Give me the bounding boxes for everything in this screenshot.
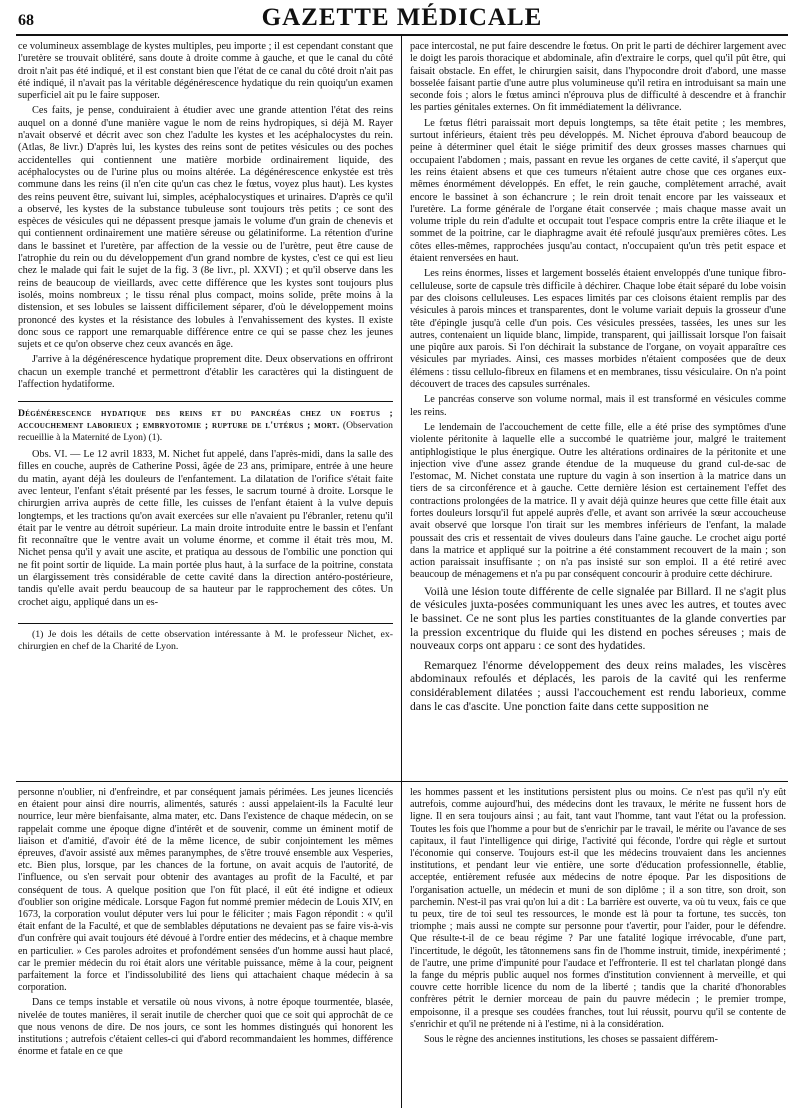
paragraph: Le pancréas conserve son volume normal, mais il est transformé en vésicules comme les reins. bbox=[410, 394, 786, 418]
paragraph: Obs. VI. — Le 12 avril 1833, M. Nichet fut appelé, dans l'après-midi, dans la salle des filles en couche, auprès de Catherine Possi, âgée de 23 ans, primipare, entrée à une heure du matin, ayant déjà les douleurs de l'enfantement. La dilatation de l'orifice s'était faite avec lenteur, l'enfant s'était présenté par les fesses, le sacrum tourné à droite. Lorsque le chirurgien arriva auprès de cette fille, les cuisses de l'enfant étaient à la vulve depuis longtemps, et les tractions qu'on avait exercées sur elle n'avaient pu l'ébranler, retenu qu'il était par le ventre au détroit supérieur. La main droite introduite entre le bassin et l'enfant fit reconnaître que le ventre avait un volume énorme, et comme il était très mou, M. Nichet pensa qu'il y avait une ascite, et pratiqua au dessous de l'ombilic une ponction qui ne fit point sortir de liquide. La main portée plus haut, à la surface de la poitrine, constata un élargissement très considérable de cette cavité dans la direction antéro-postérieure, tandis qu'elle avait perdu beaucoup de sa hauteur par le rapprochement des côtes. Un crochet aigu, appliqué dans un es- bbox=[18, 449, 393, 608]
paragraph: personne n'oublier, ni d'enfreindre, et par conséquent jamais périmées. Les jeunes licenciés en étaient pour ainsi dire nourris, alimentés, saturés : aussi appelaient-ils la Faculté leur nourrice, leur mère bienfaisante, alma mater, etc. Dans l'existence de chaque médecin, on se rappelait comme une époque digne d'intérêt et de souvenir, comme un éminent motif de liaison et d'amitié, d'avoir été de la même licence, de subir conjointement les mêmes épreuves, d'avoir assisté aux mêmes paranymphes, de s'être trouvé ensemble aux Vesperies, etc. Bien plus, lorsque, par les chances de la fortune, on avait acquis de l'autorité, de l'influence, ou s'en servait pour obtenir des avantages au profit de la Faculté, et par conséquent de tous. A quelque position que l'on fût placé, il eût été indigne et odieux d'oublier son origine médicale. Lorsque Fagon fut nommé premier médecin de Louis XIV, en 1673, la corporation voulut députer vers lui pour le féliciter ; mais Fagon répondit : « qu'il était enfant de la Faculté, et que de semblables députations ne devaient pas se faire vis-à-vis d'un confrère qui avait toujours été dévoué à l'ordre entier des médecins, et à chaque membre en particulier. » Ces paroles adroites et profondément sensées d'un homme aussi haut placé, car le premier médecin du roi était alors une véritable puissance, même à la cour, peignent parfaitement la force et l'indissolubilité des liens qui attachaient chaque médecin à sa corporation. bbox=[18, 787, 393, 994]
paragraph: Le fœtus flétri paraissait mort depuis longtemps, sa tête était petite ; les membres, surtout inférieurs, étaient très peu développés. M. Nichet éprouva d'abord beaucoup de peine à déterminer quel était le siége primitif des deux grosses masses charnues qui occupaient l'abdomen ; mais, passant en revue les organes de cette cavité, il s'aperçut que les reins étaient absens et que ces tumeurs n'étaient autre chose que ces organes eux-mêmes énormément développés. En effet, le rein gauche, complètement arraché, avait encore le bassinet à son échancrure ; le rein droit tenait encore par les vaisseaux et l'uretère. La forme générale de l'organe était conservée ; mais chaque masse avait un volume triple du rein d'adulte et occupait tout l'espace compris entre la crête iliaque et le sommet de la poitrine, car le diaphragme avait été refoulé jusqu'aux premières côtes. Les côtes elles-mêmes, rapprochées jusqu'au contact, n'occupaient qu'un très petit espace et étaient renversées en haut. bbox=[410, 117, 786, 265]
observation-heading-title: Dégénérescence hydatique des reins et du pancréas chez un foetus ; accouchement laborieux ; embryotomie ; rupture de l'utérus ; mort. bbox=[18, 408, 393, 431]
paragraph: Dans ce temps instable et versatile où nous vivons, à notre époque tourmentée, blasée, nivelée de toutes manières, il serait inutile de chercher quoi que ce soit qui approchât de ce que nous venons de dire. De nos jours, ce sont les hommes distingués qui honorent les institutions ; autrefois c'étaient celles-ci qui d'abord recommandaient les hommes, différence énorme et fatale en ce que bbox=[18, 997, 393, 1058]
footnote-text: (1) Je dois les détails de cette observation intéressante à M. le professeur Nichet, ex-chirurgien en chef de la Charité de Lyon. bbox=[18, 628, 393, 652]
paragraph: Sous le règne des anciennes institutions, les choses se passaient différem- bbox=[424, 1034, 718, 1046]
observation-heading bbox=[18, 401, 393, 443]
article-section bbox=[16, 36, 788, 782]
paragraph: J'arrive à la dégénérescence hydatique proprement dite. Deux observations en offriront chacun un exemple tranché et permettront d'établir les caractères qui la distinguent de l'affection hydatiforme. bbox=[18, 354, 393, 391]
paragraph: Ces faits, je pense, conduiraient à étudier avec une grande attention l'état des reins auquel on a donné d'une manière vague le nom de reins hydropiques, si déjà M. Rayer n'avait observé et décrit avec son chez l'adulte les kystes et les acéphalocystes du rein. (Atlas, 8e livr.) D'après lui, les kystes des reins sont de petites vésicules ou des poches accidentelles qui contiennent une matière morbide ordinairement liquide, des acéphalocystes ou de l'urine plus ou moins altérée. La dégénérescence enkystée est très commune dans les reins (il n'en cite qu'un cas chez le fœtus, voyez plus haut). Les kystes des reins peuvent être, suivant lui, simples, acéphalocystiques et urinaires. D'après ce qu'il a observé, les kystes de la substance tubuleuse sont toujours très petits ; ce sont des espèces de vésicules qui ne dépassent presque jamais le volume d'un grain de chenevis et qui contiennent ordinairement une matière séreuse ou gélatiniforme. La rétention d'urine dans le bassinet et l'uretère, par affection de la vessie ou de l'urètre, peut être cause de l'atrophie du rein ou du développement d'un grand nombre de kystes, c'est ce qui est lieu chez le malade qui fait le sujet de la fig. 3 (8e livr., pl. XXVI) ; et qu'il observe dans les reins de beaucoup de vieillards, avec cette différence que les kystes sont toujours plus isolés, moins nombreux ; le tissu rénal plus compact, moins solide, prête moins à la distension, et ses lobules se laissent difficilement séparer, d'où le développement moins prononcé des kystes et la résistance des lobules à l'envahissement des kystes. Il existe donc sous ce rapport une remarquable différence entre ce qui se passe chez les jeunes sujets et ce qu'on observe chez ceux avancés en âge. bbox=[18, 105, 393, 351]
article-left-column bbox=[16, 36, 402, 781]
paragraph: pace intercostal, ne put faire descendre le fœtus. On prit le parti de déchirer largement avec le doigt les parois thoracique et abdominale, afin d'extraire le corps, quel qu'il pût être, qui faisait obstacle. En effet, le chirurgien saisit, dans l'hypocondre droit d'abord, une masse bosselée faisant partie d'une autre plus volumineuse qu'il retira en introduisant sa main une seconde fois ; alors le fœtus aminci n'éprouva plus de difficulté à descendre et à franchir les parties génitales externes. On fit immédiatement la délivrance. bbox=[410, 41, 786, 114]
article-right-column bbox=[402, 36, 788, 781]
feuilleton-right-column bbox=[402, 782, 788, 1108]
paragraph: ce volumineux assemblage de kystes multiples, peu importe ; il est cependant constant que l'uretère se trouvait oblitéré, sans doute à droite comme à gauche, et que le canal du côté droit n'ait pas été indiqué, et il est constant bien que l'état de ce canal du côté droit n'ait pas été indiqué, il n'avait pas la véritable dégénérescence hydatique du rein quoiqu'un examen superficiel ait pu le faire supposer. bbox=[18, 41, 393, 102]
paragraph: Remarquez l'énorme développement des deux reins malades, les viscères abdominaux refoulés et déplacés, les parois de la cavité qui les renferme considérablement dilatées ; aussi l'accouchement est rendu laborieux, comme dans le cas d'ascite. Une ponction faite dans cette supposition ne bbox=[410, 658, 786, 713]
paragraph: Les reins énormes, lisses et largement bosselés étaient enveloppés d'une tunique fibro-celluleuse, sorte de capsule très difficile à déchirer. Chaque lobe était séparé du lobe voisin par des cloisons celluleuses. Les espaces limités par ces cloisons étaient remplis par des vésicules à parois minces et transparentes, dont le volume variait depuis la grosseur d'une tête d'épingle jusqu'à celle d'un pois. Ces vésicules pressées, tassées, les unes sur les autres, contenaient un liquide blanc, limpide, transparent, qui jaillissait lorsque l'on faisait une piqûre aux parois. Si l'on déchirait la substance de l'organe, on voyait apparaître ces vésicules par myriades. Ainsi, ces masses morbides n'étaient composées que de deux élémens : tissu cellulo-fibreux en filamens et en membranes, tissu vésiculaire. On n'a point découvert de traces des capsules surrénales. bbox=[410, 268, 786, 391]
footnote bbox=[18, 623, 393, 653]
paragraph: Voilà une lésion toute différente de celle signalée par Billard. Il ne s'agit plus de vésicules juxta-posées communiquant les unes avec les autres, et toutes avec le bassinet. Ce ne sont plus les parties constituantes de la glande converties par la pression excentrique du fluide qui les distend en poches séreuses ; mais de nouveaux corps ont apparu : ce sont des hydatides. bbox=[410, 584, 786, 653]
paragraph: Le lendemain de l'accouchement de cette fille, elle a été prise des symptômes d'une violente péritonite à laquelle elle a succombé le quatrième jour, malgré le traitement antiphlogistique le plus énergique. Outre les altérations ordinaires de la péritonite et une injection vive d'une assez grande étendue de la muqueuse du grand cul-de-sac de l'estomac, M. Nichet constata une rupture du vagin à son insertion à la matrice dans un tiers de sa circonférence et à gauche. Cette dernière lésion est certainement l'effet des contractions prolongées de la matrice. Il y avait déjà quinze heures que cette fille était aux fortes douleurs lorsqu'il fut appelé auprès d'elle, et avant son arrivée la sœur accoucheuse avait observé que lorsque l'on tirait sur les membres inférieurs de l'enfant, la malade poussait des cris et ressentait de vives douleurs dans l'aine gauche. Le crochet aigu porté dans la matrice et appliqué sur la poitrine a été constamment recouvert de la main ; son action paraissait insuffisante ; on n'a pas insisté sur son emploi. Il a été retiré avec beaucoup de ménagemens et n'a pu par conséquent concourir à produire cette déchirure. bbox=[410, 421, 786, 581]
observation-heading-source: (Observation recueillie à la Maternité de Lyon) (1). bbox=[18, 419, 393, 443]
feuilleton-section bbox=[16, 782, 788, 1108]
feuilleton-left-column bbox=[16, 782, 402, 1108]
page-number: 68 bbox=[18, 12, 34, 29]
page-header bbox=[16, 0, 788, 36]
journal-title: GAZETTE MÉDICALE bbox=[261, 4, 543, 31]
paragraph: les hommes passent et les institutions persistent plus ou moins. Ce n'est pas qu'il n'y eût autrefois, comme aujourd'hui, des médecins dont les travaux, le mérite ne fussent hors de ligne. Il en sera toujours ainsi ; au fait, tant vaut l'homme, tant vaut l'état ou la profession. Toutes les fois que l'homme a pour but de s'enrichir par le travail, le mérite ou l'avance de ses capitaux, il faut l'intelligence qui dirige, l'activité qui féconde, l'ordre qui règle et surtout l'économie qui conserve. Toujours est-il que les médecins trouvaient dans les anciennes institutions, et pendant leur vie entière, une sorte d'éducation professionnelle, établie, acceptée, entièrement refusée aux médecins de notre époque. Par les dispositions de l'organisation actuelle, un médecin et muni de son diplôme ; il a son titre, son droit, son parchemin. N'est-il pas vrai qu'on lui a dit : La barrière est ouverte, va où tu veux, fais ce que tu peux, tire de toi seul tes ressources, le monde est là pour ta fortune, tes succès, ton triomphe ; mais aussi ne compte sur personne pour t'avertir, pour l'aider, pour le défendre. Que résulte-t-il de ce beau régime ? Par une fatalité logique irrévocable, d'une part, l'incertitude, le dégoût, les tâtonnemens sans fin de l'homme instruit, timide, inexpérimenté ; de l'autre, une prime d'impunité pour l'audace et l'effronterie. Il est tel charlatan plongé dans la fange du mépris public auquel nos formes d'institution conviennent à merveille, et qui couvre cette horrible licence du nom de la liberté ; tandis que la charité d'honorables confrères pétrit le dernier morceau de pain du pauvre médecin ; le premier trompe, empoisonne, il a presque ses coudées franches, tout lui réussit, pourvu qu'il se contente de s'enrichir et qu'il ne prétende ni à l'estime, ni à la considération. bbox=[410, 787, 786, 1030]
